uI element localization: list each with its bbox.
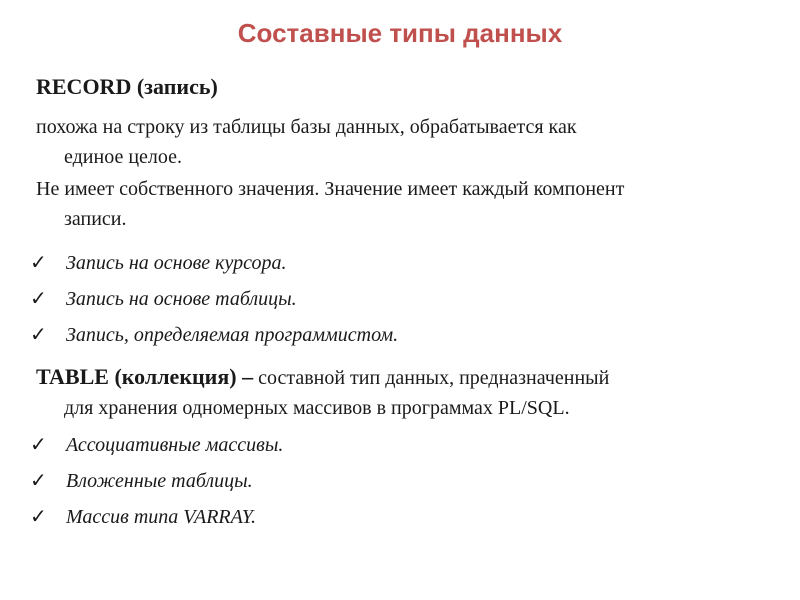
record-item-programmer (30, 320, 398, 348)
record-description (36, 112, 776, 172)
record-item-table (30, 284, 297, 312)
table-item-associative (30, 430, 283, 458)
slide-title: Составные типы данных (237, 18, 563, 48)
record-description-line-1: похожа на строку из таблицы базы данных, обрабатывается как (36, 116, 577, 138)
table-item-label: Массив типа VARRAY. (66, 506, 257, 528)
record-item-cursor (30, 248, 287, 276)
checkmark-icon: ✓ (30, 250, 47, 274)
table-description (36, 362, 776, 423)
record-value-note (36, 174, 776, 234)
table-item-nested (30, 466, 253, 494)
record-item-label: Запись на основе таблицы. (66, 288, 297, 310)
table-item-varray (30, 502, 256, 530)
checkmark-icon: ✓ (30, 322, 47, 346)
table-item-label: Ассоциативные массивы. (66, 434, 284, 456)
record-item-label: Запись на основе курсора. (66, 252, 287, 274)
record-value-note-line-1: Не имеет собственного значения. Значение имеет каждый компонент (36, 178, 625, 200)
table-item-label: Вложенные таблицы. (66, 470, 253, 492)
checkmark-icon: ✓ (30, 432, 47, 456)
record-heading: RECORD (запись) (36, 74, 218, 99)
record-description-line-2: единое целое. (64, 146, 182, 168)
checkmark-icon: ✓ (30, 286, 47, 310)
checkmark-icon: ✓ (30, 468, 47, 492)
record-value-note-line-2: записи. (64, 208, 127, 230)
table-description-line-1: составной тип данных, предназначенный (253, 367, 610, 389)
table-description-line-2: для хранения одномерных массивов в программах PL/SQL. (64, 397, 570, 419)
checkmark-icon: ✓ (30, 504, 47, 528)
table-heading: TABLE (коллекция) – (36, 364, 254, 389)
record-item-label: Запись, определяемая программистом. (66, 324, 399, 346)
